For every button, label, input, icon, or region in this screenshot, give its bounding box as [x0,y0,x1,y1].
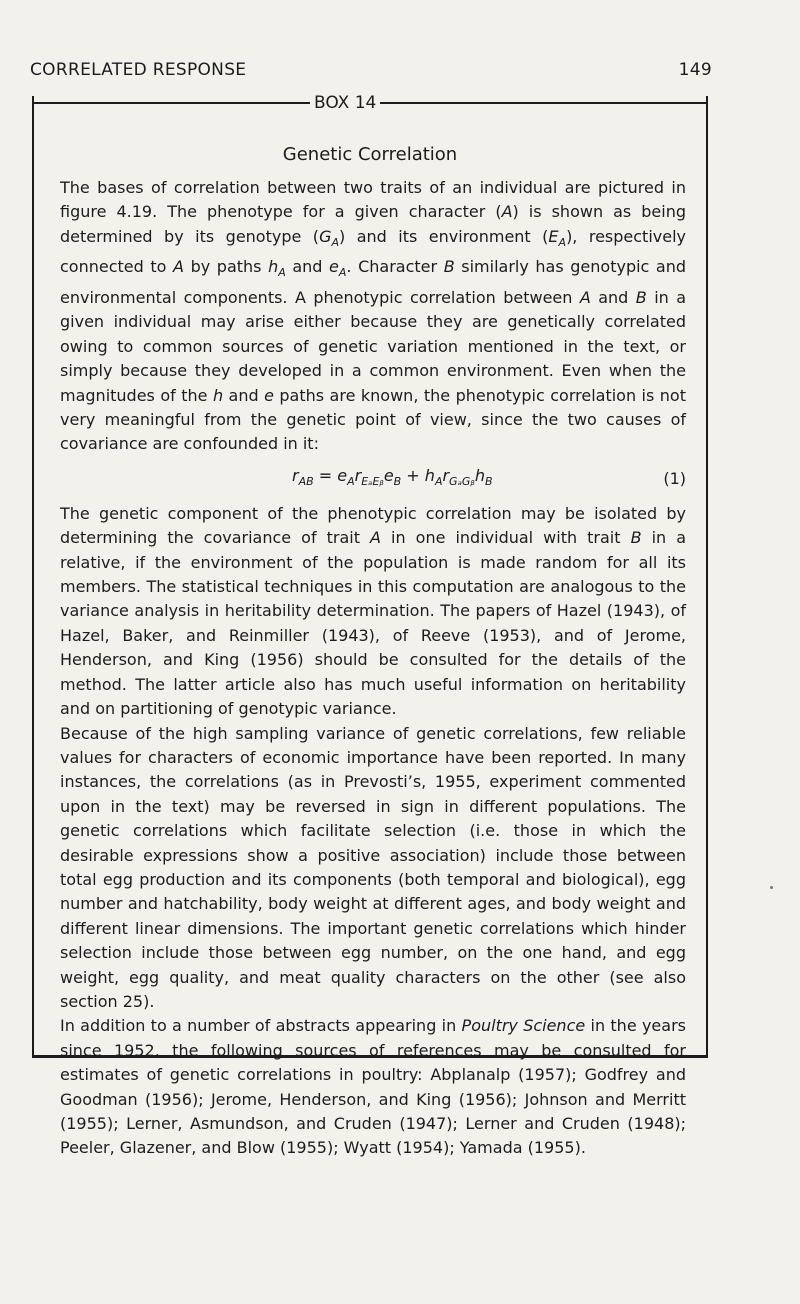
running-title: CORRELATED RESPONSE [30,60,247,80]
paragraph-bases-of-correlation: The bases of correlation between two traits of an individual are pictured in figure 4.19. The phenotype for a given character (A) is shown as being determined by its genotype $(G_A)$ and its environment $(E_A)$, respectively connected to A by paths $h_A$ and $e_A$. Character B similarly has genotypic and environmental components. A phenotypic correlation between A and B in a given individual may arise either because they are genetically correlated owing to common sources of genetic variation mentioned in the text, or simply because they developed in a common environment. Even when the magnitudes of the h and e paths are known, the phenotypic correlation is not very meaningful from the genetic point of view, since the two causes of covariance are confounded in it: [60,178,687,454]
box-rule-right [380,102,706,104]
paragraph-sampling-variance: Because of the high sampling variance of genetic correlations, few reliable values for characters of economic importance have been reported. In many instances, the correlations (as in Prevosti’s, 1955, experiment commented upon in the text) may be reversed in sign in different populations. The genetic correlations which facilitate selection (i.e. those in which the desirable expressions show a positive association) include those between total egg production and its components (both temporal and biological), egg number and hatchability, body weight at different ages, and body weight and different linear dimensions. The important genetic correlations which hinder selection include those between egg number, on the one hand, and egg weight, egg quality, and meat quality characters on the other (see also section 25). [60,723,686,1011]
journal-title: Poultry Science [461,1016,586,1036]
box-title: Genetic Correlation [282,144,458,165]
box-rule-left [34,102,310,104]
box-content [60,176,686,1161]
equation-expression: $r_{AB} = e_Ar_{E_aEᵦ}e_B + h_Ar_{G_aGᵦ}h_B$ [292,466,493,489]
equation-1 [60,457,686,502]
running-head [30,60,712,80]
margin-speck [770,886,773,889]
box-14 [32,93,708,1158]
page-number: 149 [678,60,712,80]
box-top-rule [34,93,706,113]
box-label: BOX 14 [314,93,377,113]
equation-number: (1) [663,469,686,489]
paragraph-references: In addition to a number of abstracts appearing in Poultry Science in the years since 1952, the following sources of references may be consulted for estimates of genetic correlations in poultry: Abplanalp (1957); Godfrey and Goodman (1956); Jerome, Henderson, and King (1956); Johnson and Merritt (1955); Lerner, Asmundson, and Cruden (1947); Lerner and Cruden (1948); Peeler, Glazener, and Blow (1955); Wyatt (1954); Yamada (1955). [60,1016,686,1158]
paragraph-genetic-component: The genetic component of the phenotypic correlation may be isolated by determining the covariance of trait A in one individual with trait B in a relative, if the environment of the population is made random for all its members. The statistical techniques in this computation are analogous to the variance analysis in heritability determination. The papers of Hazel (1943), of Hazel, Baker, and Reinmiller (1943), of Reeve (1953), and of Jerome, Henderson, and King (1956) should be consulted for the details of the method. The latter article also has much useful information on heritability and on partitioning of genotypic variance. [60,503,687,719]
